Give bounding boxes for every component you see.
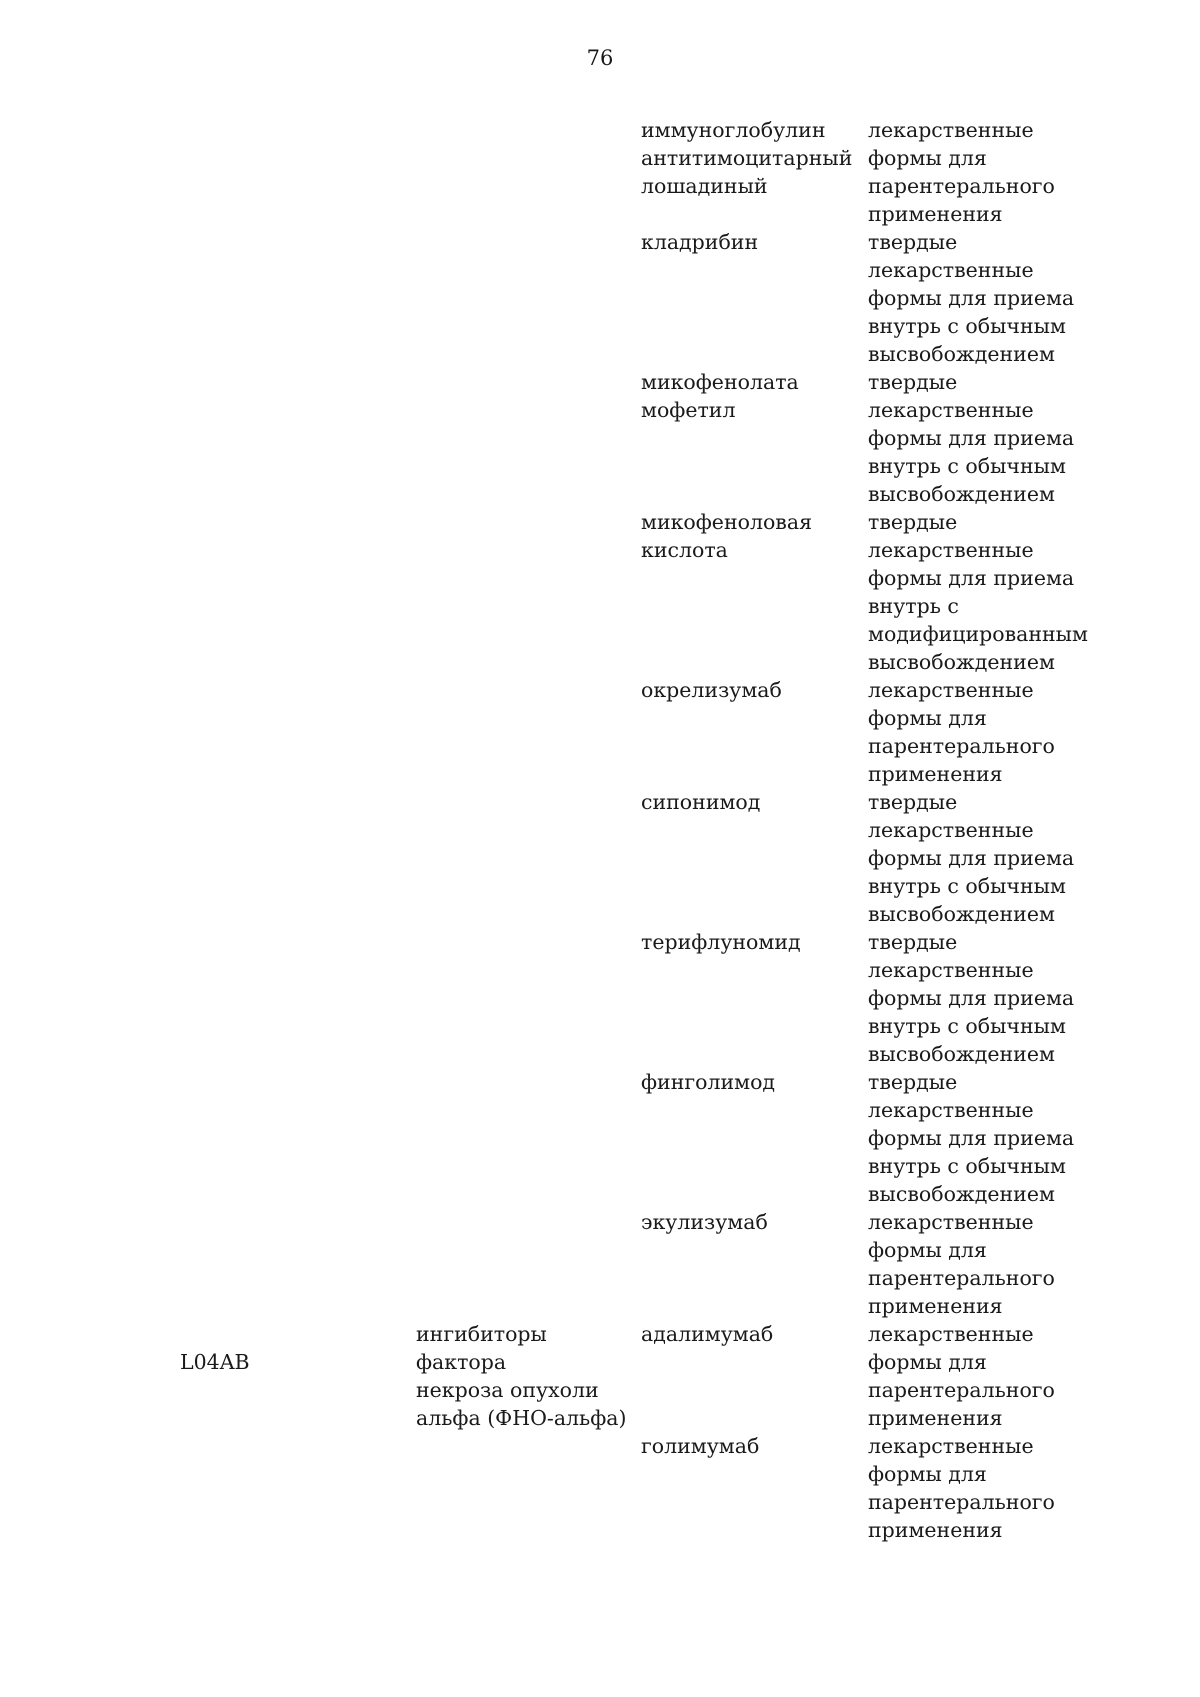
dosage-form: твердые лекарственные формы для приема внутрь с обычным высвобождением [868, 1070, 1075, 1206]
drug-name: микофеноловая кислота [641, 510, 813, 562]
drug-name: терифлуномид [641, 930, 801, 954]
page-number: 76 [586, 46, 614, 70]
dosage-form: твердые лекарственные формы для приема внутрь с обычным высвобождением [868, 790, 1075, 926]
dosage-form: лекарственные формы для парентерального применения [868, 118, 1055, 226]
dosage-form: лекарственные формы для парентерального применения [868, 1210, 1055, 1318]
dosage-form: лекарственные формы для парентерального применения [868, 1322, 1055, 1430]
drug-name: финголимод [641, 1070, 776, 1094]
atc-code: L04AB [180, 1350, 250, 1374]
drug-name: кладрибин [641, 230, 759, 254]
table-row [0, 1432, 1200, 1544]
drug-name: окрелизумаб [641, 678, 782, 702]
pharmacological-group: ингибиторы фактора некроза опухоли альфа (ФНО-альфа) [416, 1322, 627, 1430]
table-row [0, 788, 1200, 928]
dosage-form: лекарственные формы для парентерального применения [868, 1434, 1055, 1542]
table-row [0, 116, 1200, 228]
dosage-form: твердые лекарственные формы для приема внутрь с обычным высвобождением [868, 930, 1075, 1066]
table-row [0, 928, 1200, 1068]
atc-code-cell [0, 1320, 260, 1376]
drug-name: иммуноглобулин антитимоцитарный лошадиный [641, 118, 853, 198]
drug-name: голимумаб [641, 1434, 760, 1458]
drug-name: адалимумаб [641, 1322, 774, 1346]
table-row [0, 676, 1200, 788]
table-row [0, 508, 1200, 676]
table-row [0, 1068, 1200, 1208]
drug-name: сипонимод [641, 790, 761, 814]
dosage-form: лекарственные формы для парентерального применения [868, 678, 1055, 786]
dosage-form: твердые лекарственные формы для приема внутрь с обычным высвобождением [868, 230, 1075, 366]
table-row [0, 368, 1200, 508]
table-row [0, 1320, 1200, 1432]
table-row [0, 1208, 1200, 1320]
drug-name: экулизумаб [641, 1210, 768, 1234]
dosage-form: твердые лекарственные формы для приема внутрь с модифицированным высвобождением [868, 510, 1088, 674]
drug-name: микофенолата мофетил [641, 370, 799, 422]
dosage-form: твердые лекарственные формы для приема внутрь с обычным высвобождением [868, 370, 1075, 506]
table-row [0, 228, 1200, 368]
drug-table [0, 116, 1200, 1544]
